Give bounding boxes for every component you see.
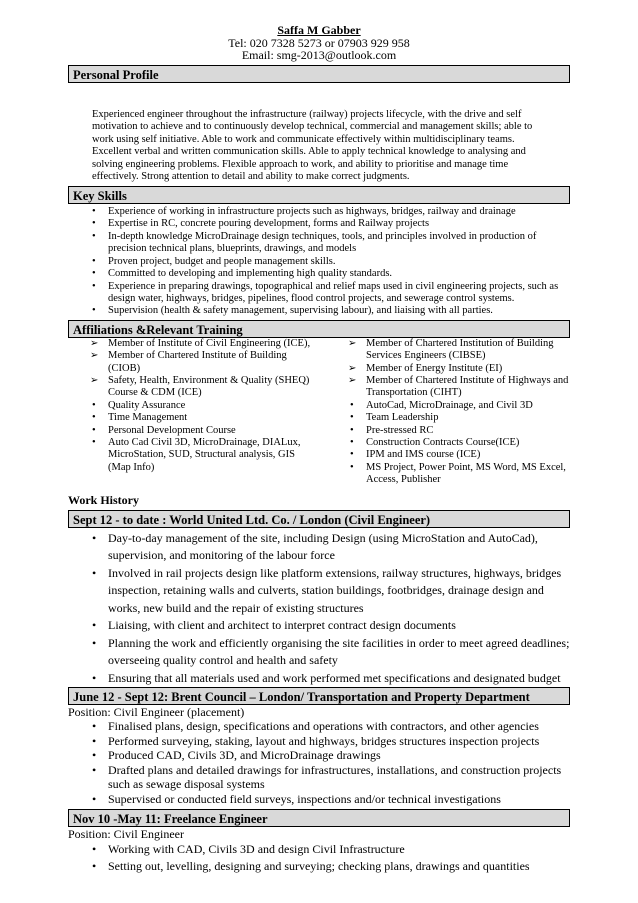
skills-list	[68, 206, 570, 318]
job-duties-list	[68, 719, 570, 807]
list-item: • IPM and IMS course (ICE)	[326, 449, 570, 461]
job-position: Position: Civil Engineer (placement)	[68, 705, 245, 720]
list-item: • Setting out, levelling, designing and surveying; checking plans, drawings and quantities	[68, 858, 570, 876]
section-header-profile: Personal Profile	[68, 65, 570, 83]
email-line: Email: smg-2013@outlook.com	[241, 48, 397, 62]
list-item: • Involved in rail projects design like platform extensions, railway structures, highways, bridges inspection, retaining walls and culverts, station buildings, footbridges, drainage design and works, new build and the repair of existing structures	[68, 565, 570, 618]
section-header-affiliations: Affiliations &Relevant Training	[68, 320, 570, 338]
list-item: • Drafted plans and detailed drawings for infrastructures, installations, and construction projects such as sewage disposal systems	[68, 763, 570, 792]
profile-line: effectively. Strong attention to detail and ability to make correct judgments.	[92, 171, 410, 183]
list-item: • Auto Cad Civil 3D, MicroDrainage, DIALux, MicroStation, SUD, Structural analysis, GIS (Map Info)	[68, 437, 312, 474]
list-item: • Supervision (health & safety management, supervising labour), and liaising with all parties.	[68, 305, 570, 317]
affiliations-left	[68, 338, 326, 487]
affiliations-right	[326, 338, 570, 487]
list-item: • Time Management	[68, 412, 312, 424]
list-item: • Quality Assurance	[68, 400, 312, 412]
list-item: • Committed to developing and implementing high quality standards.	[68, 268, 570, 280]
list-item: • Performed surveying, staking, layout and highways, bridges structures inspection projects	[68, 734, 570, 749]
list-item: ➢ Member of Chartered Institution of Building Services Engineers (CIBSE)	[326, 338, 570, 363]
list-item: • Pre-stressed RC	[326, 425, 570, 437]
profile-line: solving engineering problems. Flexible approach to work, and ability to prioritise and manage time	[92, 158, 509, 170]
list-item: ➢ Safety, Health, Environment & Quality (SHEQ) Course & CDM (ICE)	[68, 375, 312, 400]
affiliations-columns	[68, 338, 570, 487]
list-item: • Experience in preparing drawings, topographical and relief maps used in civil engineering projects, such as design water, highways, bridges, pipelines, flood control projects, and sewerage control systems.	[68, 281, 570, 306]
candidate-name: Saffa M Gabber	[277, 23, 361, 37]
list-item: • Proven project, budget and people management skills.	[68, 256, 570, 268]
resume-page	[68, 0, 570, 876]
profile-line: Experienced engineer throughout the infrastructure (railway) projects lifecycle, with the drive and self	[92, 108, 522, 120]
list-item: • Construction Contracts Course(ICE)	[326, 437, 570, 449]
list-item: • AutoCad, MicroDrainage, and Civil 3D	[326, 400, 570, 412]
list-item: • In-depth knowledge MicroDrainage design techniques, tools, and principles involved in production of precision technical plans, blueprints, drawings, and models	[68, 231, 570, 256]
list-item: • Liaising, with client and architect to interpret contract design documents	[68, 617, 570, 635]
list-item: • MS Project, Power Point, MS Word, MS Excel, Access, Publisher	[326, 462, 570, 487]
list-item: ➢ Member of Energy Institute (EI)	[326, 363, 570, 375]
list-item: ➢ Member of Chartered Institute of Highways and Transportation (CIHT)	[326, 375, 570, 400]
profile-line: Excellent verbal and written communication skills. Able to apply technical knowledge to analysing and	[92, 146, 526, 158]
list-item: ➢ Member of Chartered Institute of Building (CIOB)	[68, 350, 312, 375]
list-item: • Planning the work and efficiently organising the site facilities in order to meet agreed deadlines; overseeing quality control and health and safety	[68, 635, 570, 670]
list-item: • Day-to-day management of the site, including Design (using MicroStation and AutoCad), supervision, and monitoring of the labour force	[68, 530, 570, 565]
section-header-skills: Key Skills	[68, 186, 570, 204]
list-item: • Working with CAD, Civils 3D and design Civil Infrastructure	[68, 841, 570, 859]
list-item: • Experience of working in infrastructure projects such as highways, bridges, railway and drainage	[68, 206, 570, 218]
list-item: • Expertise in RC, concrete pouring development, forms and Railway projects	[68, 218, 570, 230]
list-item: • Finalised plans, design, specifications and operations with contractors, and other agencies	[68, 719, 570, 734]
job-header: Sept 12 - to date : World United Ltd. Co. / London (Civil Engineer)	[68, 510, 570, 528]
list-item: • Ensuring that all materials used and work performed met specifications and designated budget	[68, 670, 570, 688]
list-item: • Supervised or conducted field surveys, inspections and/or technical investigations	[68, 792, 570, 807]
profile-line: motivation to achieve and to continuously develop technical, commercial and management skills; able to	[92, 121, 533, 133]
job-header: June 12 - Sept 12: Brent Council – London/ Transportation and Property Department	[68, 687, 570, 705]
job-duties-list	[68, 841, 570, 876]
profile-text	[68, 83, 570, 187]
list-item: • Personal Development Course	[68, 425, 312, 437]
work-history-title: Work History	[68, 492, 139, 507]
list-item: • Produced CAD, Civils 3D, and MicroDrainage drawings	[68, 748, 570, 763]
job-position: Position: Civil Engineer	[68, 826, 184, 841]
profile-line: work using self initiative. Able to work and communicate effectively within multidisciplinary teams.	[92, 133, 515, 145]
phone-line: Tel: 020 7328 5273 or 07903 929 958	[228, 35, 410, 50]
resume-header	[68, 24, 570, 62]
job-duties-list	[68, 530, 570, 688]
list-item: ➢ Member of Institute of Civil Engineering (ICE),	[68, 338, 312, 350]
list-item: • Team Leadership	[326, 412, 570, 424]
job-header: Nov 10 -May 11: Freelance Engineer	[68, 809, 570, 827]
